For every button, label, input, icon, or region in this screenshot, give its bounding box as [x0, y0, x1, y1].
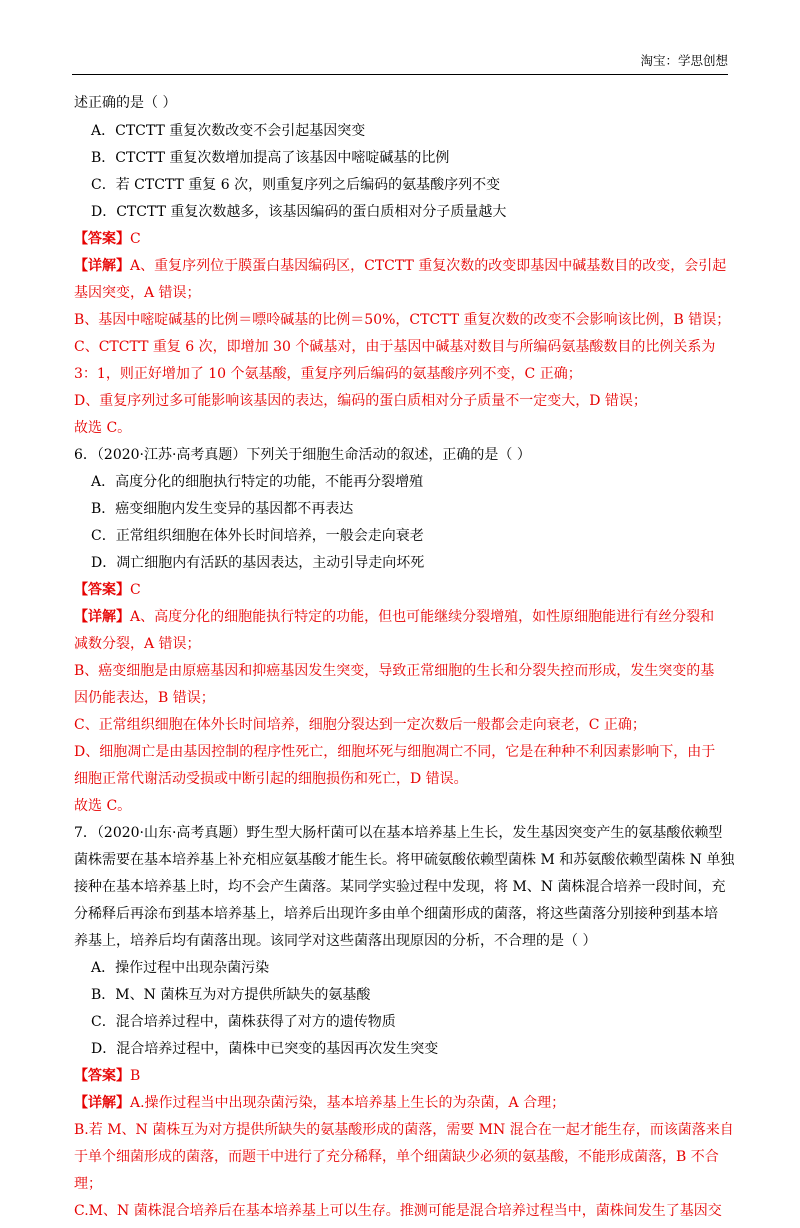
q6-answer-value: C — [130, 582, 141, 598]
q5-detail-line: 故选 C。 — [74, 420, 132, 436]
q6-detail-line: C、正常组织细胞在体外长时间培养，细胞分裂达到一定次数后一般都会走向衰老，C 正确； — [74, 717, 646, 733]
q6-detail-line: 减数分裂，A 错误； — [74, 636, 201, 652]
q6-option-b: B．癌变细胞内发生变异的基因都不再表达 — [91, 501, 354, 517]
q6-detail-text: A、高度分化的细胞能执行特定的功能，但也可能继续分裂增殖，如性原细胞能进行有丝分裂和 — [130, 609, 715, 625]
q6-option-d: D．凋亡细胞内有活跃的基因表达，主动引导走向坏死 — [91, 555, 425, 571]
q6-option-c: C．正常组织细胞在体外长时间培养，一般会走向衰老 — [91, 528, 424, 544]
q7-detail-line: C.M、N 菌株混合培养后在基本培养基上可以生存。推测可能是混合培养过程当中，菌株间发生了基因交 — [74, 1203, 722, 1219]
q7-option-b: B．M、N 菌株互为对方提供所缺失的氨基酸 — [91, 987, 371, 1003]
q5-option-a: A．CTCTT 重复次数改变不会引起基因突变 — [91, 123, 366, 139]
q7-detail-label: 【详解】 — [74, 1095, 130, 1111]
q5-detail-label: 【详解】 — [74, 258, 130, 274]
q6-detail-line — [74, 607, 728, 627]
q7-detail-text: A.操作过程当中出现杂菌污染，基本培养基上生长的为杂菌，A 合理； — [130, 1095, 566, 1111]
q6-stem: 6．（2020·江苏·高考真题）下列关于细胞生命活动的叙述，正确的是（ ） — [74, 447, 531, 463]
q7-stem-line: 分稀释后再涂布到基本培养基上，培养后出现许多由单个细菌形成的菌落，将这些菌落分别接种到基本培 — [74, 906, 718, 922]
q7-stem-line: 接种在基本培养基上时，均不会产生菌落。某同学实验过程中发现，将 M、N 菌株混合培养一段时间，充 — [74, 879, 726, 895]
q7-answer-label: 【答案】 — [74, 1068, 130, 1084]
q6-detail-label: 【详解】 — [74, 609, 130, 625]
q6-detail-line: 细胞正常代谢活动受损或中断引起的细胞损伤和死亡，D 错误。 — [74, 771, 468, 787]
q7-detail-line — [74, 1093, 728, 1113]
q5-stem: 述正确的是（ ） — [74, 95, 177, 111]
q7-option-d: D．混合培养过程中，菌株中已突变的基因再次发生突变 — [91, 1041, 439, 1057]
q5-answer — [74, 229, 728, 249]
q7-detail-line: B.若 M、N 菌株互为对方提供所缺失的氨基酸形成的菌落，需要 MN 混合在一起才能生存，而该菌落来自 — [74, 1122, 734, 1138]
document-body — [74, 93, 735, 1228]
q6-answer — [74, 580, 728, 600]
q6-answer-label: 【答案】 — [74, 582, 130, 598]
q7-answer-value: B — [130, 1068, 141, 1084]
q7-option-a: A．操作过程中出现杂菌污染 — [91, 960, 270, 976]
q5-detail-line — [74, 256, 728, 276]
q6-detail-line: 因仍能表达，B 错误； — [74, 690, 215, 706]
q6-option-a: A．高度分化的细胞执行特定的功能，不能再分裂增殖 — [91, 474, 424, 490]
q5-option-d: D．CTCTT 重复次数越多，该基因编码的蛋白质相对分子质量越大 — [91, 204, 507, 220]
header-text: 淘宝：学思创想 — [640, 53, 728, 68]
q7-answer — [74, 1066, 728, 1086]
q5-option-c: C．若 CTCTT 重复 6 次，则重复序列之后编码的氨基酸序列不变 — [91, 177, 501, 193]
q5-detail-line: C、CTCTT 重复 6 次，即增加 30 个碱基对，由于基因中碱基对数目与所编码氨基酸数目的比例关系为 — [74, 339, 716, 355]
q6-detail-line: 故选 C。 — [74, 798, 132, 814]
q7-stem-line: 菌株需要在基本培养基上补充相应氨基酸才能生长。将甲硫氨酸依赖型菌株 M 和苏氨酸依赖型菌株 N 单独 — [74, 852, 735, 868]
q7-detail-line: 理； — [74, 1176, 102, 1192]
q6-detail-line: B、癌变细胞是由原癌基因和抑癌基因发生突变，导致正常细胞的生长和分裂失控而形成，发生突变的基 — [74, 663, 715, 679]
q7-option-c: C．混合培养过程中，菌株获得了对方的遗传物质 — [91, 1014, 396, 1030]
q5-answer-value: C — [130, 231, 141, 247]
q5-answer-label: 【答案】 — [74, 231, 130, 247]
q6-detail-line: D、细胞凋亡是由基因控制的程序性死亡，细胞坏死与细胞凋亡不同，它是在种种不利因素影响下，由于 — [74, 744, 716, 760]
q5-detail-line: 3：1，则正好增加了 10 个氨基酸，重复序列后编码的氨基酸序列不变，C 正确； — [74, 366, 582, 382]
q7-stem-line: 养基上，培养后均有菌落出现。该同学对这些菌落出现原因的分析，不合理的是（ ） — [74, 933, 597, 949]
q5-detail-line: 基因突变，A 错误； — [74, 285, 201, 301]
q5-detail-text: A、重复序列位于膜蛋白基因编码区，CTCTT 重复次数的改变即基因中碱基数目的改变，会引起 — [130, 258, 727, 274]
q7-detail-line: 于单个细菌形成的菌落，而题干中进行了充分稀释，单个细菌缺少必须的氨基酸，不能形成菌落，B 不合 — [74, 1149, 719, 1165]
q7-stem-line: 7．（2020·山东·高考真题）野生型大肠杆菌可以在基本培养基上生长，发生基因突变产生的氨基酸依赖型 — [74, 825, 723, 841]
q5-option-b: B．CTCTT 重复次数增加提高了该基因中嘧啶碱基的比例 — [91, 150, 450, 166]
q5-detail-line: B、基因中嘧啶碱基的比例＝嘌呤碱基的比例＝50%，CTCTT 重复次数的改变不会影响该比例，B 错误； — [74, 312, 731, 328]
page-header — [72, 52, 728, 75]
q5-detail-line: D、重复序列过多可能影响该基因的表达，编码的蛋白质相对分子质量不一定变大，D 错误； — [74, 393, 647, 409]
